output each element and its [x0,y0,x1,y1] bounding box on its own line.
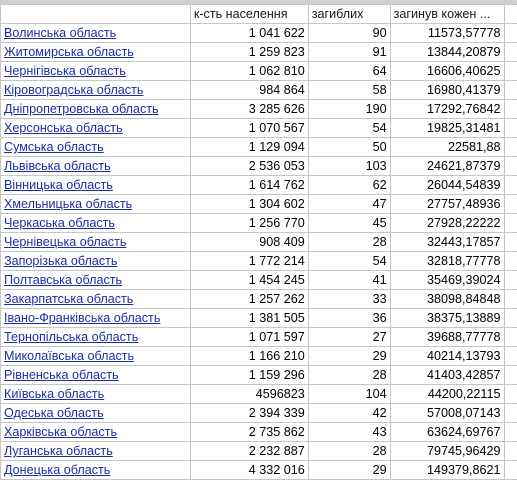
population-cell[interactable]: 1 062 810 [190,62,308,81]
region-cell[interactable] [1,366,191,385]
population-cell[interactable]: 1 041 622 [190,24,308,43]
empty-cell[interactable] [504,347,517,366]
population-cell[interactable]: 1 381 505 [190,309,308,328]
empty-cell[interactable] [504,138,517,157]
ratio-cell[interactable]: 38098,84848 [390,290,504,309]
region-link[interactable]: Полтавська область [4,273,123,287]
ratio-cell[interactable]: 27928,22222 [390,214,504,233]
population-cell[interactable]: 4 332 016 [190,461,308,480]
region-cell[interactable] [1,43,191,62]
population-cell[interactable]: 1 129 094 [190,138,308,157]
table-row [1,157,517,176]
population-cell[interactable]: 4596823 [190,385,308,404]
region-cell[interactable] [1,195,191,214]
region-cell[interactable] [1,271,191,290]
ratio-cell[interactable]: 149379,8621 [390,461,504,480]
empty-cell[interactable] [504,271,517,290]
region-link[interactable]: Луганська область [4,444,113,458]
empty-cell[interactable] [504,290,517,309]
empty-cell[interactable] [504,385,517,404]
table-row [1,366,517,385]
region-link[interactable]: Рівненська область [4,368,119,382]
ratio-cell[interactable]: 35469,39024 [390,271,504,290]
region-cell[interactable] [1,157,191,176]
table-row [1,328,517,347]
population-cell[interactable]: 1 257 262 [190,290,308,309]
deaths-cell[interactable]: 47 [308,195,390,214]
empty-cell[interactable] [504,157,517,176]
region-link[interactable]: Сумська область [4,140,104,154]
region-link[interactable]: Чернівецька область [4,235,127,249]
table-row [1,43,517,62]
table-row [1,100,517,119]
population-cell[interactable]: 1 166 210 [190,347,308,366]
ratio-cell[interactable]: 27757,48936 [390,195,504,214]
region-cell[interactable] [1,119,191,138]
deaths-cell[interactable]: 43 [308,423,390,442]
table-row [1,233,517,252]
header-region-cell[interactable] [1,5,191,24]
region-cell[interactable] [1,81,191,100]
ratio-cell[interactable]: 17292,76842 [390,100,504,119]
empty-cell[interactable] [504,461,517,480]
deaths-cell[interactable]: 90 [308,24,390,43]
ratio-cell[interactable]: 19825,31481 [390,119,504,138]
region-link[interactable]: Запорізька область [4,254,118,268]
table-row [1,309,517,328]
deaths-cell[interactable]: 45 [308,214,390,233]
table-row [1,252,517,271]
ratio-cell[interactable]: 57008,07143 [390,404,504,423]
region-link[interactable]: Вінницька область [4,178,113,192]
header-row [1,5,517,24]
empty-cell[interactable] [504,43,517,62]
empty-cell[interactable] [504,62,517,81]
population-cell[interactable]: 1 304 602 [190,195,308,214]
empty-cell[interactable] [504,100,517,119]
empty-cell[interactable] [504,423,517,442]
ratio-cell[interactable]: 39688,77778 [390,328,504,347]
region-cell[interactable] [1,328,191,347]
ratio-cell[interactable]: 40214,13793 [390,347,504,366]
deaths-cell[interactable]: 54 [308,252,390,271]
deaths-cell[interactable]: 50 [308,138,390,157]
ratio-cell[interactable]: 26044,54839 [390,176,504,195]
header-population-cell[interactable]: к-сть населення [190,5,308,24]
ratio-cell[interactable]: 38375,13889 [390,309,504,328]
population-cell[interactable]: 908 409 [190,233,308,252]
table-row [1,290,517,309]
empty-cell[interactable] [504,366,517,385]
deaths-cell[interactable]: 64 [308,62,390,81]
ratio-cell[interactable]: 24621,87379 [390,157,504,176]
population-cell[interactable]: 1 454 245 [190,271,308,290]
header-ratio-cell[interactable]: загинув кожен ... [390,5,504,24]
deaths-cell[interactable]: 104 [308,385,390,404]
region-link[interactable]: Волинська область [4,26,117,40]
table-row [1,461,517,480]
table-row [1,404,517,423]
deaths-cell[interactable]: 41 [308,271,390,290]
empty-cell[interactable] [504,24,517,43]
region-cell[interactable] [1,138,191,157]
region-cell[interactable] [1,385,191,404]
region-link[interactable]: Житомирська область [4,45,134,59]
deaths-cell[interactable]: 190 [308,100,390,119]
table-row [1,423,517,442]
region-link[interactable]: Миколаївська область [4,349,135,363]
region-link[interactable]: Харківська область [4,425,118,439]
empty-cell[interactable] [504,214,517,233]
population-cell[interactable]: 1 071 597 [190,328,308,347]
region-cell[interactable] [1,442,191,461]
ratio-cell[interactable]: 16606,40625 [390,62,504,81]
deaths-cell[interactable]: 91 [308,43,390,62]
region-cell[interactable] [1,214,191,233]
deaths-cell[interactable]: 28 [308,442,390,461]
empty-cell[interactable] [504,404,517,423]
table-row [1,138,517,157]
region-link[interactable]: Кіровоградська область [4,83,144,97]
ratio-cell[interactable]: 63624,69767 [390,423,504,442]
population-cell[interactable]: 1 159 296 [190,366,308,385]
population-cell[interactable]: 2 735 862 [190,423,308,442]
region-link[interactable]: Одеська область [4,406,104,420]
region-cell[interactable] [1,404,191,423]
empty-cell[interactable] [504,309,517,328]
population-cell[interactable]: 3 285 626 [190,100,308,119]
region-cell[interactable] [1,100,191,119]
ratio-cell[interactable]: 32443,17857 [390,233,504,252]
table-row [1,24,517,43]
ratio-cell[interactable]: 41403,42857 [390,366,504,385]
region-link[interactable]: Київська область [4,387,105,401]
region-link[interactable]: Дніпропетровська область [4,102,159,116]
empty-cell[interactable] [504,442,517,461]
table-row [1,442,517,461]
population-cell[interactable]: 2 232 887 [190,442,308,461]
region-link[interactable]: Донецька область [4,463,111,477]
region-link[interactable]: Черкаська область [4,216,115,230]
table-row [1,271,517,290]
empty-cell[interactable] [504,81,517,100]
deaths-cell[interactable]: 29 [308,461,390,480]
region-cell[interactable] [1,461,191,480]
deaths-cell[interactable]: 27 [308,328,390,347]
population-cell[interactable]: 1 772 214 [190,252,308,271]
table-row [1,214,517,233]
region-link[interactable]: Чернігівська область [4,64,126,78]
table-row [1,119,517,138]
population-cell[interactable]: 1 259 823 [190,43,308,62]
ratio-cell[interactable]: 11573,57778 [390,24,504,43]
deaths-cell[interactable]: 29 [308,347,390,366]
empty-cell[interactable] [504,195,517,214]
deaths-cell[interactable]: 33 [308,290,390,309]
region-cell[interactable] [1,309,191,328]
region-link[interactable]: Закарпатська область [4,292,134,306]
deaths-cell[interactable]: 58 [308,81,390,100]
ratio-cell[interactable]: 13844,20879 [390,43,504,62]
ratio-cell[interactable]: 32818,77778 [390,252,504,271]
table-row [1,385,517,404]
region-cell[interactable] [1,24,191,43]
table-row [1,81,517,100]
deaths-cell[interactable]: 42 [308,404,390,423]
population-cell[interactable]: 1 256 770 [190,214,308,233]
region-cell[interactable] [1,62,191,81]
empty-cell[interactable] [504,176,517,195]
deaths-cell[interactable]: 103 [308,157,390,176]
region-link[interactable]: Хмельницька область [4,197,133,211]
ratio-cell[interactable]: 79745,96429 [390,442,504,461]
region-link[interactable]: Івано-Франківська область [4,311,161,325]
table-row [1,176,517,195]
deaths-cell[interactable]: 36 [308,309,390,328]
region-cell[interactable] [1,176,191,195]
region-cell[interactable] [1,252,191,271]
ratio-cell[interactable]: 16980,41379 [390,81,504,100]
empty-cell[interactable] [504,119,517,138]
region-cell[interactable] [1,233,191,252]
deaths-cell[interactable]: 28 [308,366,390,385]
header-deaths-cell[interactable]: загиблих [308,5,390,24]
region-cell[interactable] [1,290,191,309]
population-cell[interactable]: 984 864 [190,81,308,100]
population-cell[interactable]: 2 536 053 [190,157,308,176]
empty-cell[interactable] [504,233,517,252]
region-link[interactable]: Тернопільська область [4,330,139,344]
table-row [1,347,517,366]
table-row [1,62,517,81]
deaths-cell[interactable]: 62 [308,176,390,195]
region-link[interactable]: Херсонська область [4,121,123,135]
table-row [1,195,517,214]
population-cell[interactable]: 2 394 339 [190,404,308,423]
population-cell[interactable]: 1 070 567 [190,119,308,138]
ratio-cell[interactable]: 22581,88 [390,138,504,157]
region-link[interactable]: Львівська область [4,159,111,173]
empty-cell[interactable] [504,328,517,347]
data-table [0,4,517,480]
ratio-cell[interactable]: 44200,22115 [390,385,504,404]
population-cell[interactable]: 1 614 762 [190,176,308,195]
deaths-cell[interactable]: 54 [308,119,390,138]
region-cell[interactable] [1,423,191,442]
region-cell[interactable] [1,347,191,366]
empty-cell[interactable] [504,5,517,24]
deaths-cell[interactable]: 28 [308,233,390,252]
empty-cell[interactable] [504,252,517,271]
